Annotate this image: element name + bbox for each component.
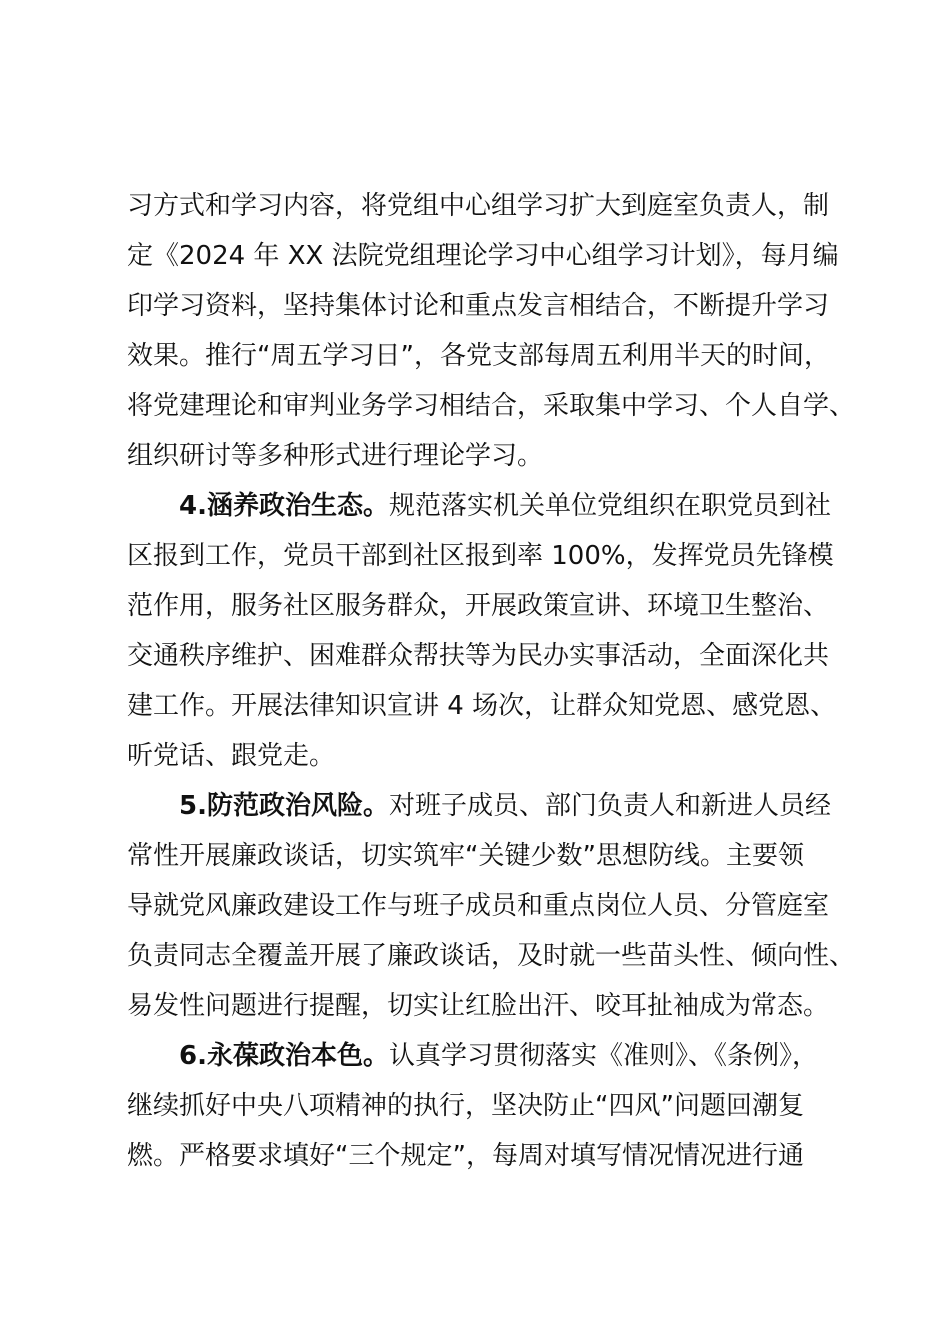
paragraph-study-methods bbox=[127, 181, 867, 481]
paragraph-political-risk bbox=[127, 781, 867, 1031]
body-line: 燃。严格要求填好“三个规定”，每周对填写情况情况进行通 bbox=[127, 1141, 804, 1171]
body-line: 负责同志全覆盖开展了廉政谈话，及时就一些苗头性、倾向性、 bbox=[127, 941, 856, 971]
paragraph-political-character bbox=[127, 1031, 867, 1181]
body-line: 常性开展廉政谈话，切实筑牢“关键少数”思想防线。主要领 bbox=[127, 841, 804, 871]
body-line: 组织研讨等多种形式进行理论学习。 bbox=[127, 441, 544, 471]
body-line: 印学习资料，坚持集体讨论和重点发言相结合，不断提升学习 bbox=[127, 291, 830, 321]
paragraph-political-ecology bbox=[127, 481, 867, 781]
section-heading: 6.永葆政治本色。 bbox=[179, 1041, 389, 1071]
section-heading: 5.防范政治风险。 bbox=[179, 791, 389, 821]
body-text: 规范落实机关单位党组织在职党员到社 bbox=[388, 491, 831, 521]
body-line: 习方式和学习内容，将党组中心组学习扩大到庭室负责人，制 bbox=[127, 191, 830, 221]
body-line: 交通秩序维护、困难群众帮扶等为民办实事活动，全面深化共 bbox=[127, 641, 830, 671]
body-line: 效果。推行“周五学习日”，各党支部每周五利用半天的时间， bbox=[127, 341, 830, 371]
body-line: 建工作。开展法律知识宣讲 4 场次，让群众知党恩、感党恩、 bbox=[127, 691, 837, 721]
body-line: 范作用，服务社区服务群众，开展政策宣讲、环境卫生整治、 bbox=[127, 591, 830, 621]
body-text: 对班子成员、部门负责人和新进人员经 bbox=[388, 791, 831, 821]
body-line: 易发性问题进行提醒，切实让红脸出汗、咬耳扯袖成为常态。 bbox=[127, 991, 830, 1021]
paragraph-first-line bbox=[127, 1031, 867, 1081]
body-line: 定《2024 年 XX 法院党组理论学习中心组学习计划》，每月编 bbox=[127, 241, 839, 271]
body-line: 区报到工作，党员干部到社区报到率 100%，发挥党员先锋模 bbox=[127, 541, 834, 571]
paragraph-first-line bbox=[127, 781, 867, 831]
body-line: 导就党风廉政建设工作与班子成员和重点岗位人员、分管庭室 bbox=[127, 891, 830, 921]
body-line: 听党话、跟党走。 bbox=[127, 741, 336, 771]
body-text: 认真学习贯彻落实《准则》、《条例》， bbox=[388, 1041, 818, 1071]
document-body bbox=[127, 181, 867, 1181]
body-line: 继续抓好中央八项精神的执行，坚决防止“四风”问题回潮复 bbox=[127, 1091, 804, 1121]
section-heading: 4.涵养政治生态。 bbox=[179, 491, 389, 521]
paragraph-first-line bbox=[127, 481, 867, 531]
body-line: 将党建理论和审判业务学习相结合，采取集中学习、个人自学、 bbox=[127, 391, 856, 421]
